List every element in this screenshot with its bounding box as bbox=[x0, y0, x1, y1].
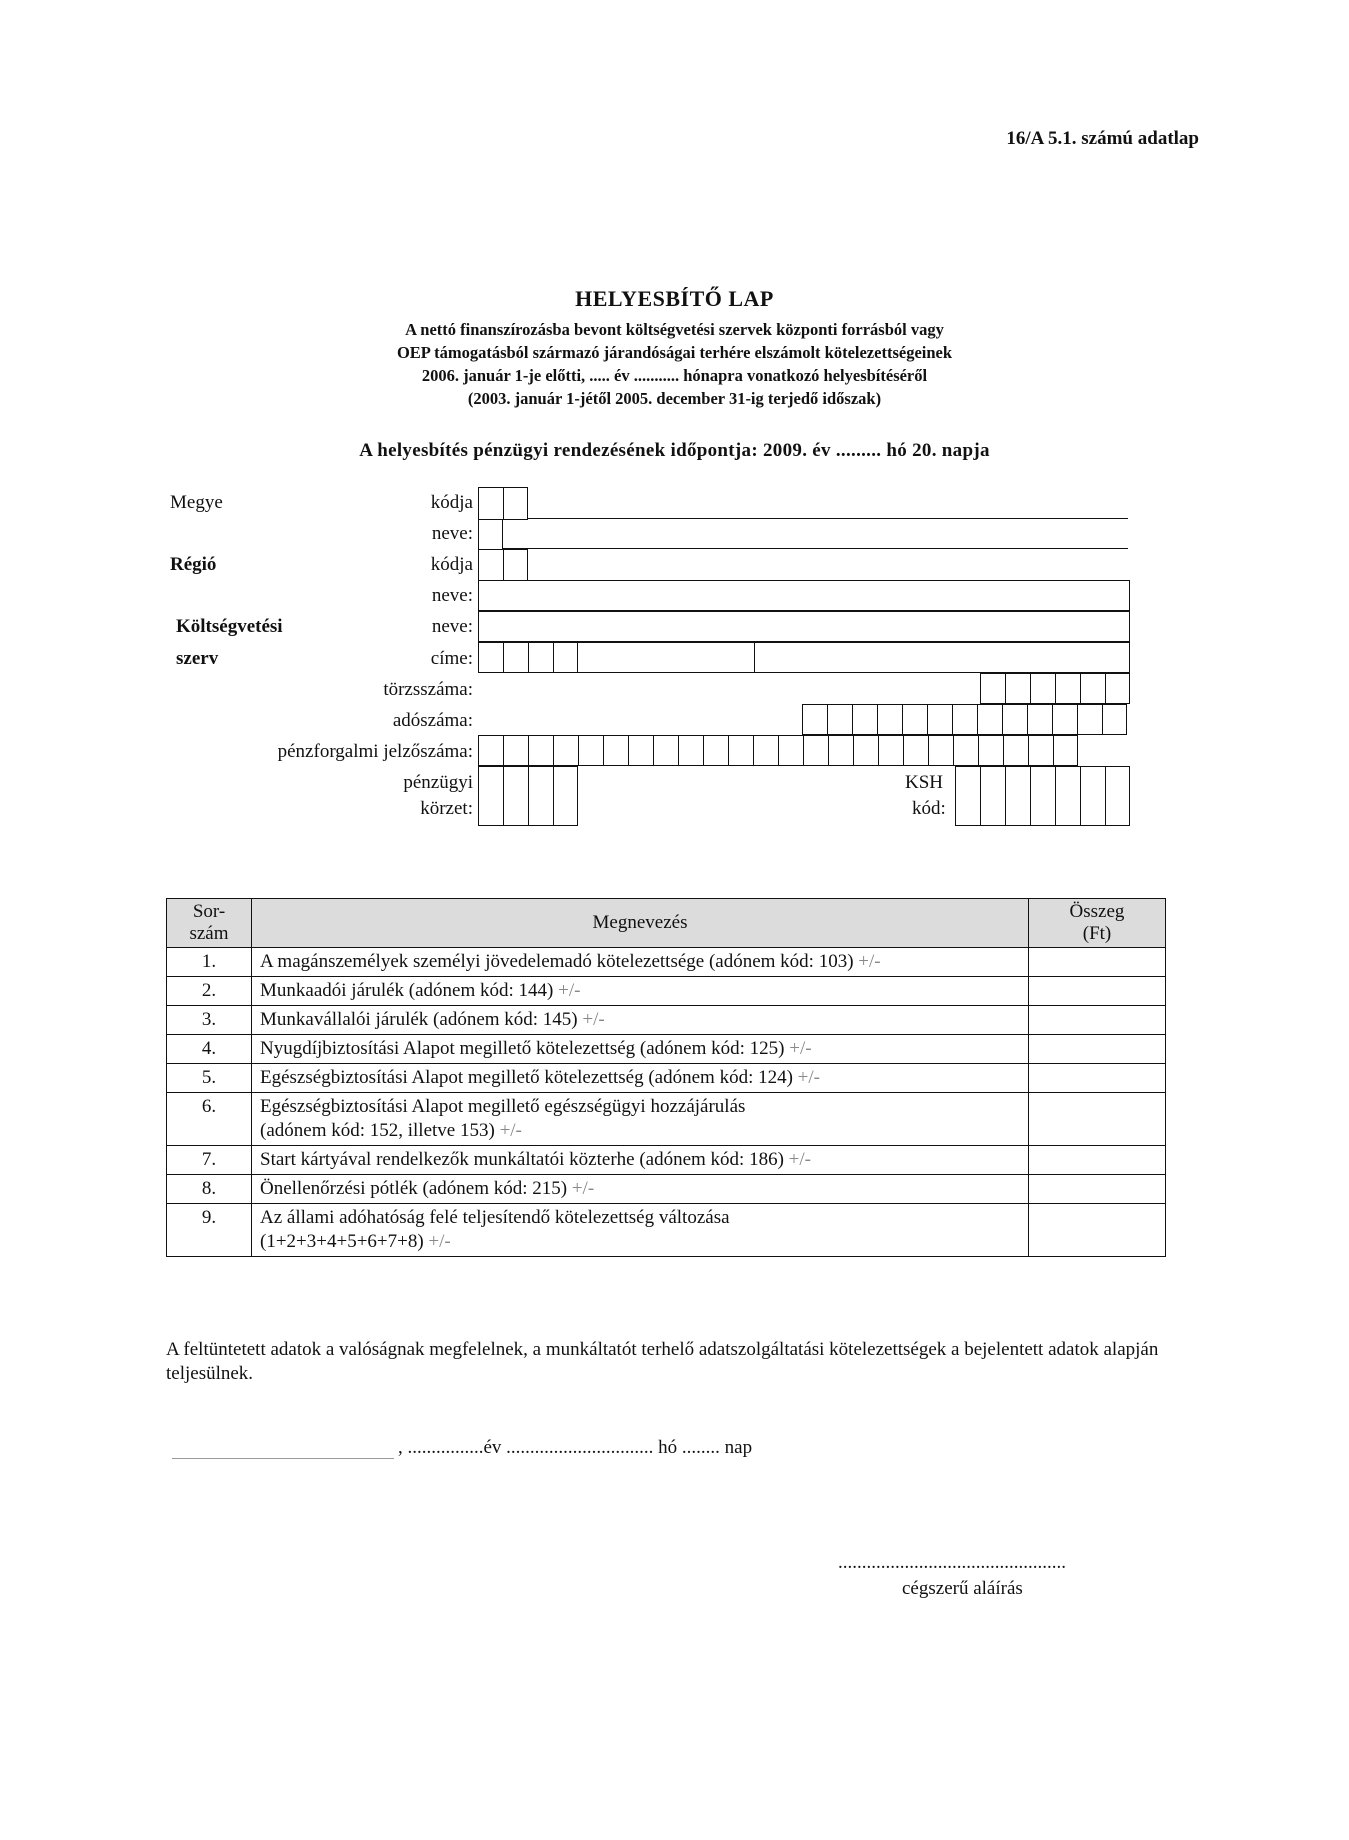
digit-box[interactable] bbox=[955, 766, 980, 826]
row-description: Nyugdíjbiztosítási Alapot megillető kötelezettség (adónem kód: 125) +/- bbox=[252, 1035, 1029, 1064]
row-number: 2. bbox=[167, 977, 252, 1006]
szerv-label: szerv bbox=[176, 648, 219, 669]
digit-box[interactable] bbox=[1105, 766, 1130, 826]
digit-box[interactable] bbox=[1005, 766, 1030, 826]
digit-box[interactable] bbox=[478, 487, 503, 520]
row-description: Egészségbiztosítási Alapot megillető kötelezettség (adónem kód: 124) +/- bbox=[252, 1064, 1029, 1093]
digit-box[interactable] bbox=[977, 704, 1002, 735]
digit-box[interactable] bbox=[1028, 735, 1053, 766]
digit-box[interactable] bbox=[927, 704, 952, 735]
regio-neve-label: neve: bbox=[431, 585, 473, 606]
settlement-date: A helyesbítés pénzügyi rendezésének időpontja: 2009. év ......... hó 20. napja bbox=[359, 440, 990, 461]
digit-box[interactable] bbox=[878, 735, 903, 766]
digit-box[interactable] bbox=[553, 735, 578, 766]
digit-box[interactable] bbox=[553, 766, 578, 826]
row-number: 8. bbox=[167, 1175, 252, 1204]
digit-box[interactable] bbox=[1030, 766, 1055, 826]
digit-box[interactable] bbox=[503, 735, 528, 766]
digit-box[interactable] bbox=[853, 735, 878, 766]
digit-box[interactable] bbox=[678, 735, 703, 766]
digit-box[interactable] bbox=[1003, 735, 1028, 766]
amount-cell[interactable] bbox=[1029, 1035, 1166, 1064]
regio-code-boxes[interactable] bbox=[478, 549, 528, 581]
row-number: 5. bbox=[167, 1064, 252, 1093]
table-row bbox=[167, 1204, 1166, 1257]
megye-code-boxes[interactable] bbox=[478, 487, 528, 520]
digit-box[interactable] bbox=[852, 704, 877, 735]
digit-box[interactable] bbox=[503, 642, 528, 673]
amount-cell[interactable] bbox=[1029, 1006, 1166, 1035]
digit-box[interactable] bbox=[628, 735, 653, 766]
digit-box[interactable] bbox=[980, 766, 1005, 826]
digit-box[interactable] bbox=[478, 642, 503, 673]
amount-cell[interactable] bbox=[1029, 1093, 1166, 1146]
row-description: Start kártyával rendelkezők munkáltatói közterhe (adónem kód: 186) +/- bbox=[252, 1146, 1029, 1175]
declaration-text: A feltüntetett adatok a valóságnak megfelelnek, a munkáltatót terhelő adatszolgáltatási kötelezettségek a bejelentett adatok alapján teljesülnek. bbox=[166, 1339, 1159, 1384]
date-line[interactable]: , ................év ............................... hó ........ nap bbox=[398, 1437, 753, 1458]
regio-name-field[interactable] bbox=[478, 580, 1130, 611]
row-number: 9. bbox=[167, 1204, 252, 1257]
row-description: Az állami adóhatóság felé teljesítendő kötelezettség változása (1+2+3+4+5+6+7+8) +/- bbox=[252, 1204, 1029, 1257]
row-description: Munkaadói járulék (adónem kód: 144) +/- bbox=[252, 977, 1029, 1006]
row-number: 1. bbox=[167, 948, 252, 977]
amount-cell[interactable] bbox=[1029, 948, 1166, 977]
digit-box[interactable] bbox=[1055, 673, 1080, 704]
row-number: 6. bbox=[167, 1093, 252, 1146]
megye-name-line[interactable] bbox=[503, 548, 1128, 549]
digit-box[interactable] bbox=[1052, 704, 1077, 735]
szerv-cime-label: címe: bbox=[430, 648, 473, 669]
subtitle-line: OEP támogatásból származó járandóságai terhére elszámolt kötelezettségeinek bbox=[396, 343, 953, 362]
adoszam-boxes[interactable] bbox=[802, 704, 1127, 735]
table-row bbox=[167, 1006, 1166, 1035]
digit-box[interactable] bbox=[952, 704, 977, 735]
subtitle-line: (2003. január 1-jétől 2005. december 31-ig terjedő időszak) bbox=[467, 389, 882, 408]
place-input-line[interactable] bbox=[172, 1458, 394, 1459]
form-subtitle bbox=[0, 318, 1349, 410]
digit-box[interactable] bbox=[928, 735, 953, 766]
subtitle-line: A nettó finanszírozásba bevont költségvetési szervek központi forrásból vagy bbox=[405, 320, 944, 339]
table-row bbox=[167, 1093, 1166, 1146]
penzforgalmi-boxes[interactable] bbox=[478, 735, 1078, 766]
kod-label: kód: bbox=[912, 798, 946, 819]
szerv-name-field[interactable] bbox=[478, 611, 1130, 642]
megye-neve-label: neve: bbox=[431, 523, 473, 544]
szerv-address-field[interactable] bbox=[578, 642, 1130, 673]
table-row bbox=[167, 948, 1166, 977]
digit-box[interactable] bbox=[503, 487, 528, 520]
form-title: HELYESBÍTŐ LAP bbox=[575, 286, 774, 311]
digit-box[interactable] bbox=[902, 704, 927, 735]
digit-box[interactable] bbox=[802, 704, 827, 735]
digit-box[interactable] bbox=[828, 735, 853, 766]
amount-cell[interactable] bbox=[1029, 1204, 1166, 1257]
digit-box[interactable] bbox=[903, 735, 928, 766]
digit-box[interactable] bbox=[1080, 766, 1105, 826]
digit-box[interactable] bbox=[1077, 704, 1102, 735]
digit-box[interactable] bbox=[1002, 704, 1027, 735]
digit-box[interactable] bbox=[1080, 673, 1105, 704]
digit-box[interactable] bbox=[1053, 735, 1078, 766]
digit-box[interactable] bbox=[503, 766, 528, 826]
digit-box[interactable] bbox=[478, 766, 503, 826]
penzugyi-label: pénzügyi bbox=[403, 772, 473, 793]
ksh-label: KSH bbox=[905, 772, 944, 793]
digit-box[interactable] bbox=[528, 735, 553, 766]
digit-box[interactable] bbox=[803, 735, 828, 766]
amount-cell[interactable] bbox=[1029, 1064, 1166, 1093]
koltsegvetesi-label: Költségvetési bbox=[176, 616, 283, 637]
megye-kodja-label: kódja bbox=[430, 492, 473, 513]
digit-box[interactable] bbox=[478, 549, 503, 581]
row-number: 3. bbox=[167, 1006, 252, 1035]
adoszama-label: adószáma: bbox=[392, 710, 473, 731]
torzsszama-label: törzsszáma: bbox=[383, 679, 473, 700]
signature-line[interactable]: ................................................ bbox=[838, 1552, 1066, 1573]
row-number: 7. bbox=[167, 1146, 252, 1175]
korzet-label: körzet: bbox=[420, 798, 473, 819]
digit-box[interactable] bbox=[1030, 673, 1055, 704]
row-description: Munkavállalói járulék (adónem kód: 145) +/- bbox=[252, 1006, 1029, 1035]
szerv-address-boxes[interactable] bbox=[478, 642, 578, 673]
table-header-row bbox=[167, 899, 1166, 948]
digit-box[interactable] bbox=[528, 766, 553, 826]
digit-box[interactable] bbox=[753, 735, 778, 766]
megye-name-box[interactable] bbox=[478, 519, 503, 550]
obligations-table bbox=[166, 898, 1166, 1257]
amount-cell[interactable] bbox=[1029, 977, 1166, 1006]
megye-code-line bbox=[528, 518, 1128, 519]
address-divider bbox=[754, 642, 755, 673]
digit-box[interactable] bbox=[578, 735, 603, 766]
regio-kodja-label: kódja bbox=[430, 554, 473, 575]
penzugyi-korzet-boxes[interactable] bbox=[478, 766, 578, 826]
ksh-code-boxes[interactable] bbox=[955, 766, 1130, 826]
digit-box[interactable] bbox=[653, 735, 678, 766]
col-osszeg-header: Összeg (Ft) bbox=[1029, 899, 1166, 948]
szerv-neve-label: neve: bbox=[431, 616, 473, 637]
row-number: 4. bbox=[167, 1035, 252, 1064]
megye-label: Megye bbox=[170, 492, 223, 513]
digit-box[interactable] bbox=[953, 735, 978, 766]
col-megnevezes-header: Megnevezés bbox=[252, 899, 1029, 948]
row-description: A magánszemélyek személyi jövedelemadó kötelezettsége (adónem kód: 103) +/- bbox=[252, 948, 1029, 977]
subtitle-line: 2006. január 1-je előtti, ..... év ........... hónapra vonatkozó helyesbítéséről bbox=[421, 366, 928, 385]
table-row bbox=[167, 1064, 1166, 1093]
digit-box[interactable] bbox=[1005, 673, 1030, 704]
regio-label: Régió bbox=[170, 554, 217, 575]
digit-box[interactable] bbox=[1105, 673, 1130, 704]
table-row bbox=[167, 1146, 1166, 1175]
amount-cell[interactable] bbox=[1029, 1146, 1166, 1175]
table-row bbox=[167, 1035, 1166, 1064]
digit-box[interactable] bbox=[553, 642, 578, 673]
digit-box[interactable] bbox=[778, 735, 803, 766]
col-sorszam-header: Sor- szám bbox=[167, 899, 252, 948]
digit-box[interactable] bbox=[1102, 704, 1127, 735]
digit-box[interactable] bbox=[978, 735, 1003, 766]
digit-box[interactable] bbox=[603, 735, 628, 766]
digit-box[interactable] bbox=[478, 735, 503, 766]
digit-box[interactable] bbox=[703, 735, 728, 766]
table-row bbox=[167, 977, 1166, 1006]
digit-box[interactable] bbox=[1027, 704, 1052, 735]
digit-box[interactable] bbox=[503, 549, 528, 581]
amount-cell[interactable] bbox=[1029, 1175, 1166, 1204]
form-reference: 16/A 5.1. számú adatlap bbox=[1006, 128, 1199, 149]
row-description: Egészségbiztosítási Alapot megillető egészségügyi hozzájárulás (adónem kód: 152, illetve 153) +/- bbox=[252, 1093, 1029, 1146]
digit-box[interactable] bbox=[728, 735, 753, 766]
digit-box[interactable] bbox=[980, 673, 1005, 704]
digit-box[interactable] bbox=[827, 704, 852, 735]
penzforgalmi-label: pénzforgalmi jelzőszáma: bbox=[277, 741, 473, 762]
row-description: Önellenőrzési pótlék (adónem kód: 215) +/- bbox=[252, 1175, 1029, 1204]
digit-box[interactable] bbox=[877, 704, 902, 735]
digit-box[interactable] bbox=[528, 642, 553, 673]
table-row bbox=[167, 1175, 1166, 1204]
digit-box[interactable] bbox=[1055, 766, 1080, 826]
signature-label: cégszerű aláírás bbox=[902, 1578, 1023, 1599]
torzsszam-boxes[interactable] bbox=[980, 673, 1130, 704]
